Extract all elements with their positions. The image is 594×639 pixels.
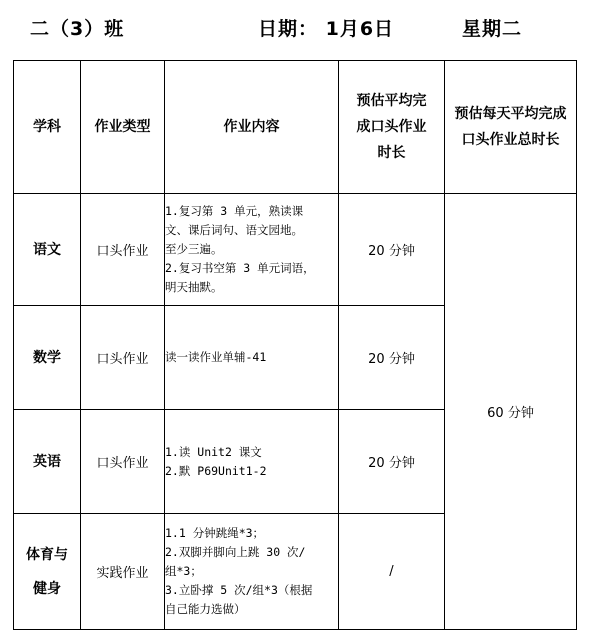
column-header-subject: 学科 [14,61,81,194]
content-line: 1.复习第 3 单元，熟读课 [165,204,304,218]
page-header [0,14,594,48]
subject-cell [14,514,81,630]
content-line: 1.读 Unit2 课文 [165,444,262,459]
column-header-content: 作业内容 [165,61,339,194]
content-line: 2.复习书空第 3 单元词语， [165,261,315,275]
content-line: 自己能力选做） [165,602,246,616]
content-line: 组*3； [165,564,202,578]
header-line: 预估每天平均完成 [454,106,567,122]
subject-line: 健身 [33,580,61,597]
time-cell: 20 分钟 [339,194,445,306]
subject-line: 体育与 [26,546,68,563]
table-header-row [14,61,577,194]
time-cell: 20 分钟 [339,410,445,514]
header-line: 时长 [377,145,406,161]
homework-table [13,60,577,630]
content-line: 3.立卧撑 5 次/组*3（根据 [165,583,313,597]
content-line: 文、课后词句、语文园地。 [165,223,303,237]
header-line: 成口头作业 [356,119,427,135]
weekday-label: 星期二 [462,18,523,40]
content-cell [165,410,339,514]
header-line: 预估平均完 [356,93,427,109]
content-line: 2.双脚并脚向上跳 30 次/ [165,545,306,559]
time-cell: 20 分钟 [339,306,445,410]
content-cell [165,194,339,306]
header-line: 口头作业总时长 [461,132,560,148]
content-line: 2.默 P69Unit1-2 [165,463,267,478]
subject-line: 数学 [33,349,61,366]
type-cell: 口头作业 [81,306,165,410]
subject-line: 英语 [33,453,61,470]
total-time-cell: 60 分钟 [445,194,577,630]
type-cell: 口头作业 [81,410,165,514]
content-line: 读一读作业单辅-41 [165,350,267,364]
time-cell: / [339,514,445,630]
subject-cell [14,306,81,410]
column-header-total-time [445,61,577,194]
type-cell: 口头作业 [81,194,165,306]
type-cell: 实践作业 [81,514,165,630]
table-row [14,194,577,306]
subject-cell [14,194,81,306]
column-header-avg-time [339,61,445,194]
date-label: 日期： 1月6日 [258,18,395,40]
subject-cell [14,410,81,514]
class-label: 二（3）班 [30,18,125,40]
content-cell [165,306,339,410]
content-line: 至少三遍。 [165,242,223,256]
content-line: 1.1 分钟跳绳*3； [165,526,265,540]
subject-line: 语文 [33,241,61,258]
content-line: 明天抽默。 [165,280,223,294]
column-header-type: 作业类型 [81,61,165,194]
content-cell [165,514,339,630]
